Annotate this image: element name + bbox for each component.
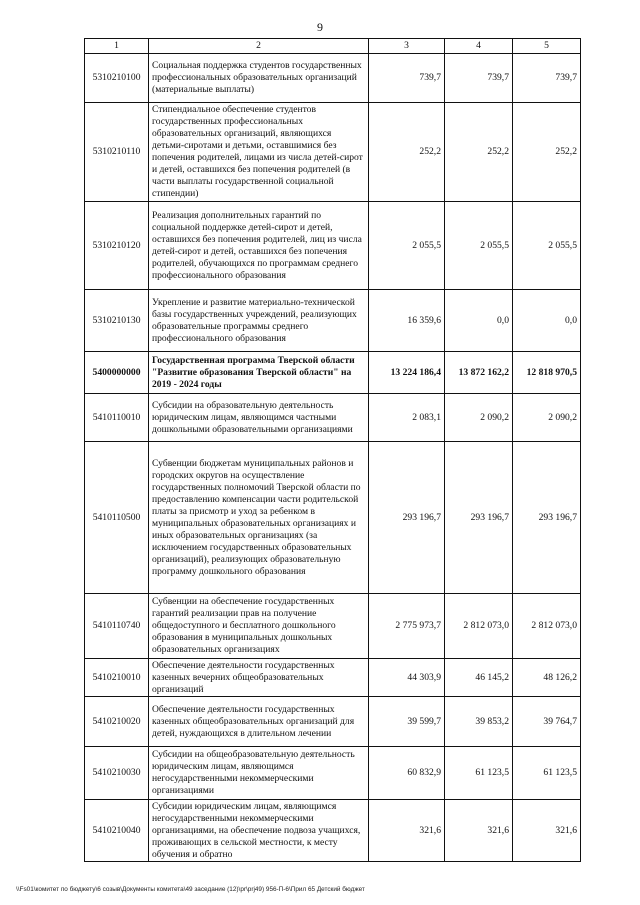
header-col-4: 4 <box>445 39 513 54</box>
header-col-3: 3 <box>369 39 445 54</box>
row-name: Субвенции на обеспечение государственных гарантий реализации прав на получение общедоступного и бесплатного дошкольного образования в муниципальных дошкольных образовательных организациях <box>149 594 369 659</box>
row-value-col4: 13 872 162,2 <box>445 352 513 394</box>
row-value-col3: 321,6 <box>369 800 445 862</box>
row-name: Укрепление и развитие материально-технической базы государственных учреждений, реализующих образовательные программы среднего профессионального образования <box>149 290 369 352</box>
file-path-footer: \\Fs01\комитет по бюджету\6 созыв\Документы комитета\49 заседание (12)\pr\prj49) 956-П-6\Прил 65 Детский бюджет <box>16 886 365 893</box>
table-row <box>85 290 581 352</box>
row-value-col5: 2 055,5 <box>513 202 581 290</box>
row-value-col4: 293 196,7 <box>445 442 513 594</box>
table-row <box>85 442 581 594</box>
table-row <box>85 800 581 862</box>
table-row <box>85 54 581 103</box>
row-value-col5: 39 764,7 <box>513 697 581 747</box>
row-value-col3: 44 303,9 <box>369 659 445 697</box>
header-col-1: 1 <box>85 39 149 54</box>
row-value-col4: 2 090,2 <box>445 394 513 442</box>
row-name: Обеспечение деятельности государственных казенных вечерних общеобразовательных организаций <box>149 659 369 697</box>
row-value-col3: 2 083,1 <box>369 394 445 442</box>
row-value-col4: 0,0 <box>445 290 513 352</box>
table-row <box>85 747 581 800</box>
row-code: 5410210010 <box>85 659 149 697</box>
row-value-col3: 39 599,7 <box>369 697 445 747</box>
table-row <box>85 202 581 290</box>
row-value-col3: 2 055,5 <box>369 202 445 290</box>
row-value-col5: 321,6 <box>513 800 581 862</box>
table-row <box>85 594 581 659</box>
row-name: Субсидии на общеобразовательную деятельность юридическим лицам, являющимся негосударственными некоммерческими организациями <box>149 747 369 800</box>
row-code: 5410210030 <box>85 747 149 800</box>
row-name: Обеспечение деятельности государственных казенных общеобразовательных организаций для детей, нуждающихся в длительном лечении <box>149 697 369 747</box>
row-code: 5410110010 <box>85 394 149 442</box>
header-col-2: 2 <box>149 39 369 54</box>
row-value-col4: 739,7 <box>445 54 513 103</box>
row-value-col5: 61 123,5 <box>513 747 581 800</box>
row-value-col4: 2 812 073,0 <box>445 594 513 659</box>
table-row <box>85 394 581 442</box>
header-row <box>85 39 581 54</box>
row-name: Субсидии на образовательную деятельность юридическим лицам, являющимся частными дошкольными образовательными организациями <box>149 394 369 442</box>
row-value-col4: 61 123,5 <box>445 747 513 800</box>
row-value-col4: 252,2 <box>445 103 513 202</box>
row-value-col3: 2 775 973,7 <box>369 594 445 659</box>
row-name: Реализация дополнительных гарантий по социальной поддержке детей-сирот и детей, оставшихся без попечения родителей, лиц из числа детей-сирот и детей, оставшихся без попечения родителей, обучающихся по программам среднего профессионального образования <box>149 202 369 290</box>
row-code: 5400000000 <box>85 352 149 394</box>
row-value-col5: 48 126,2 <box>513 659 581 697</box>
row-value-col3: 13 224 186,4 <box>369 352 445 394</box>
row-code: 5310210100 <box>85 54 149 103</box>
row-value-col3: 293 196,7 <box>369 442 445 594</box>
row-value-col3: 60 832,9 <box>369 747 445 800</box>
row-value-col3: 16 359,6 <box>369 290 445 352</box>
row-value-col4: 39 853,2 <box>445 697 513 747</box>
table-row <box>85 103 581 202</box>
header-col-5: 5 <box>513 39 581 54</box>
row-code: 5310210130 <box>85 290 149 352</box>
row-code: 5310210120 <box>85 202 149 290</box>
row-code: 5310210110 <box>85 103 149 202</box>
row-code: 5410210020 <box>85 697 149 747</box>
table-row-program-total <box>85 352 581 394</box>
page-number: 9 <box>317 20 323 34</box>
budget-table <box>84 38 581 862</box>
row-value-col5: 293 196,7 <box>513 442 581 594</box>
row-value-col5: 2 812 073,0 <box>513 594 581 659</box>
table-row <box>85 659 581 697</box>
row-value-col3: 739,7 <box>369 54 445 103</box>
row-value-col5: 739,7 <box>513 54 581 103</box>
row-name: Субсидии юридическим лицам, являющимся негосударственными некоммерческими организациями, на обеспечение подвоза учащихся, проживающих в сельской местности, к месту обучения и обратно <box>149 800 369 862</box>
row-value-col5: 12 818 970,5 <box>513 352 581 394</box>
row-code: 5410110740 <box>85 594 149 659</box>
row-name: Государственная программа Тверской области "Развитие образования Тверской области" на 2019 - 2024 годы <box>149 352 369 394</box>
row-value-col5: 252,2 <box>513 103 581 202</box>
row-value-col5: 0,0 <box>513 290 581 352</box>
row-value-col5: 2 090,2 <box>513 394 581 442</box>
row-name: Стипендиальное обеспечение студентов государственных профессиональных образовательных организаций, являющихся детьми-сиротами и детьми, оставшимися без попечения родителей, лицами из числа детей-сирот и детей, оставшихся без попечения родителей (в части выплаты государственной социальной стипендии) <box>149 103 369 202</box>
row-code: 5410210040 <box>85 800 149 862</box>
table-row <box>85 697 581 747</box>
row-code: 5410110500 <box>85 442 149 594</box>
row-value-col4: 2 055,5 <box>445 202 513 290</box>
row-value-col4: 321,6 <box>445 800 513 862</box>
row-value-col4: 46 145,2 <box>445 659 513 697</box>
row-name: Социальная поддержка студентов государственных профессиональных образовательных организаций (материальные выплаты) <box>149 54 369 103</box>
row-value-col3: 252,2 <box>369 103 445 202</box>
row-name: Субвенции бюджетам муниципальных районов и городских округов на осуществление государственных полномочий Тверской области по предоставлению компенсации части родительской платы за присмотр и уход за ребенком в муниципальных образовательных организациях и иных образовательных организациях (за исключением государственных образовательных организаций), реализующих образовательную программу дошкольного образования <box>149 442 369 594</box>
